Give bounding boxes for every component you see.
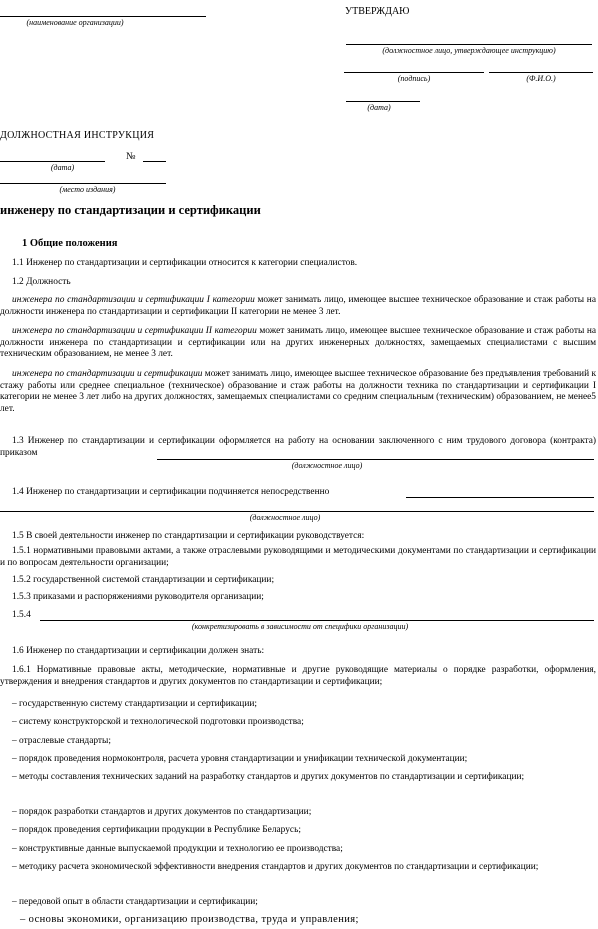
signature-caption: (подпись) xyxy=(397,74,431,83)
para-1-5-4-fill-line xyxy=(40,620,594,621)
para-1-4: 1.4 Инженер по стандартизации и сертификации подчиняется непосредственно xyxy=(12,487,330,497)
list-item: – порядок проведения сертификации продукции в Республике Беларусь; xyxy=(12,825,301,835)
category-1-position: инженера по стандартизации и сертификации I категории xyxy=(12,295,255,305)
para-1-3-fill-line xyxy=(157,459,594,460)
category-2-text: может занимать лицо, имеющее высшее техническое образование и стаж работы на должности инженера по стандартизации и сертификации или на других инженерных должностях, замещаемых специалистами с высшим техническим образованием, не менее 3 лет. xyxy=(0,326,596,359)
document-subject: инженеру по стандартизации и сертификации xyxy=(0,203,261,217)
list-item: – порядок проведения нормоконтроля, расчета уровня стандартизации и унификации технической документации; xyxy=(12,754,468,764)
list-item: – отраслевые стандарты; xyxy=(12,736,111,746)
list-item: – систему конструкторской и технологической подготовки производства; xyxy=(12,717,304,727)
number-sign: № xyxy=(126,151,136,162)
category-0-text: может занимать лицо, имеющее высшее техническое образование без предъявления требований к стажу работы или среднее специальное (техническое) образование и стаж работы на должности техника по стандартизации и сертификации I категории не менее 3 лет либо на других должностях, замещаемых специалистами со средним специальным (техническим) образованием, не менее5 лет. xyxy=(0,369,596,414)
list-item: – методы составления технических заданий на разработку стандартов и других документов по стандартизации и сертификации; xyxy=(12,772,525,782)
para-1-4-fill-line xyxy=(406,497,594,498)
approver-position-line xyxy=(346,44,592,45)
para-1-4-caption: (должностное лицо) xyxy=(249,513,321,522)
org-name-line xyxy=(0,16,206,17)
category-0-paragraph xyxy=(0,369,596,415)
list-item: – государственную систему стандартизации и сертификации; xyxy=(12,699,257,709)
signature-line xyxy=(344,72,484,73)
para-1-5-2: 1.5.2 государственной системой стандартизации и сертификации; xyxy=(12,575,275,585)
para-1-5-4-caption: (конкретизировать в зависимости от специфики организации) xyxy=(191,622,409,631)
category-2-position: инженера по стандартизации и сертификации II категории xyxy=(12,326,257,336)
para-1-5-1: 1.5.1 нормативными правовыми актами, а также отраслевыми руководящими и методическими документами по стандартизации и сертификации и по вопросам деятельности организации; xyxy=(0,546,596,568)
category-2-paragraph xyxy=(0,326,596,361)
para-1-6: 1.6 Инженер по стандартизации и сертификации должен знать: xyxy=(12,646,265,656)
category-1-paragraph xyxy=(0,295,596,318)
category-0-position: инженера по стандартизации и сертификации xyxy=(12,369,203,379)
approval-date-line xyxy=(346,101,420,102)
org-name-caption: (наименование организации) xyxy=(26,18,124,27)
para-1-5-3: 1.5.3 приказами и распоряжениями руководителя организации; xyxy=(12,592,264,602)
place-caption: (место издания) xyxy=(59,185,116,194)
approval-date-caption: (дата) xyxy=(367,103,391,112)
para-1-3: 1.3 Инженер по стандартизации и сертификации оформляется на работу на основании заключенного с ним трудового договора (контракта) приказом xyxy=(0,436,596,458)
list-item: – методику расчета экономической эффективности внедрения стандартов и других документов по стандартизации и сертификации; xyxy=(12,862,539,872)
list-item: – передовой опыт в области стандартизации и сертификации; xyxy=(12,897,258,907)
list-item: – основы экономики, организацию производства, труда и управления; xyxy=(20,914,359,925)
para-1-4-line-2 xyxy=(0,511,594,512)
para-1-3-caption: (должностное лицо) xyxy=(291,461,363,470)
para-1-2: 1.2 Должность xyxy=(12,277,71,287)
approver-position-caption: (должностное лицо, утверждающее инструкцию) xyxy=(382,46,556,55)
fio-caption: (Ф.И.О.) xyxy=(526,74,556,83)
para-1-1: 1.1 Инженер по стандартизации и сертификации относится к категории специалистов. xyxy=(12,258,358,268)
doc-date-line xyxy=(0,161,105,162)
place-line xyxy=(0,183,166,184)
para-1-5-4: 1.5.4 xyxy=(12,610,31,620)
para-1-5: 1.5 В своей деятельности инженер по стандартизации и сертификации руководствуется: xyxy=(12,531,365,541)
doc-date-caption: (дата) xyxy=(50,163,75,172)
category-1-text: может занимать лицо, имеющее высшее техническое образование и стаж работы на должности инженера по стандартизации и сертификации II категории не менее 3 лет. xyxy=(0,295,596,317)
section-heading: 1 Общие положения xyxy=(22,238,118,249)
list-item: – порядок разработки стандартов и других документов по стандартизации; xyxy=(12,807,312,817)
approve-label: УТВЕРЖДАЮ xyxy=(345,6,410,17)
para-1-6-1: 1.6.1 Нормативные правовые акты, методические, нормативные и другие руководящие материалы о порядке разработки, оформления, утверждения и внедрения стандартов и других документов по стандартизации и сертификации; xyxy=(0,665,596,687)
document-title: ДОЛЖНОСТНАЯ ИНСТРУКЦИЯ xyxy=(0,130,155,141)
fio-line xyxy=(489,72,593,73)
list-item: – конструктивные данные выпускаемой продукции и технологию ее производства; xyxy=(12,844,343,854)
doc-number-line xyxy=(143,161,166,162)
